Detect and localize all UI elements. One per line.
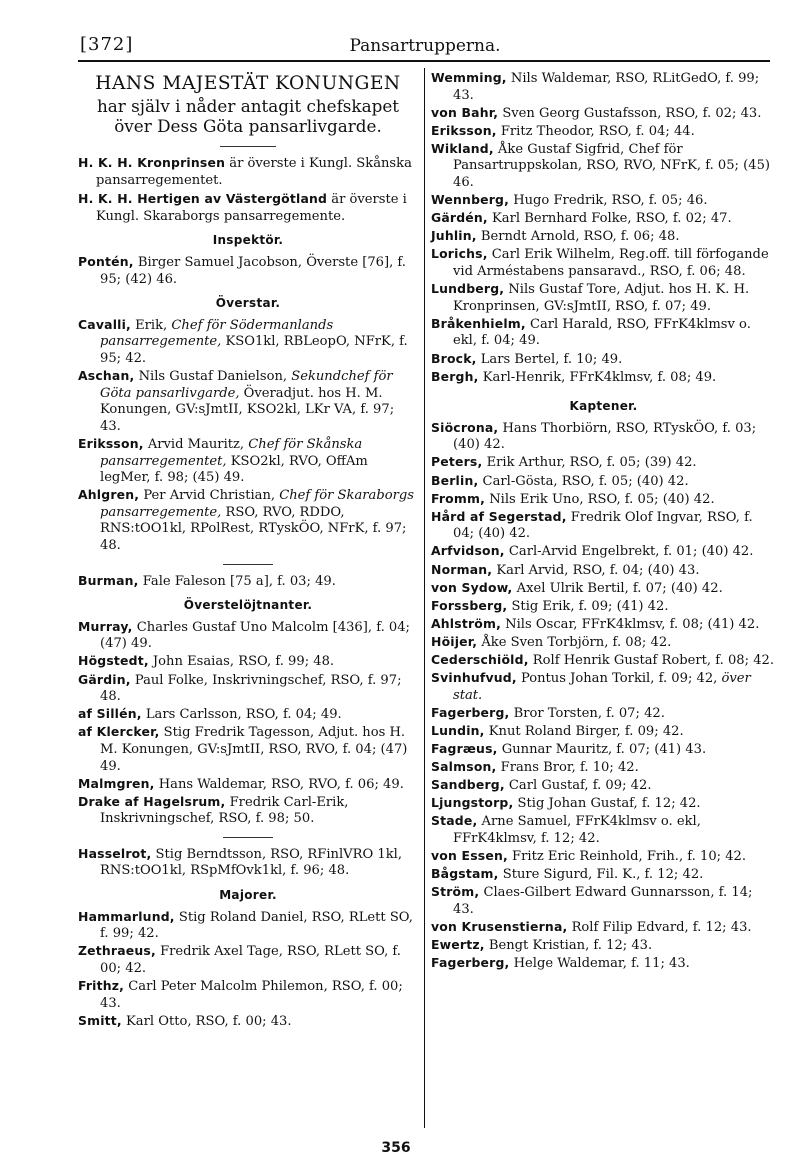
entry-name: Gärdin, [78,671,131,687]
entry-text: Karl Bernhard Folke, RSO, f. 02; 47. [487,211,732,227]
entry [431,598,776,616]
entry-text: Birger Samuel Jacobson, Överste [76], f. 95; (42) 46. [100,254,406,287]
section-heading-overstar: Överstar. [215,296,281,311]
page-footer-number: 356 [381,1140,411,1156]
entry [431,723,776,741]
entry [78,619,418,653]
entry-text: Bror Torsten, f. 07; 42. [509,705,665,721]
entry-text: Helge Waldemar, f. 11; 43. [509,956,690,972]
entry-text: Bengt Kristian, f. 12; 43. [484,938,653,953]
entry-name: Juhlin, [431,228,477,244]
entry-title-italic: Chef för Skaraborgs pansarregemente, [100,488,414,520]
divider [223,837,273,838]
entry [78,794,418,828]
entry-rest: Överadjut. hos H. M. Konungen, GV:sJmtII, KSO2kl, LKr VA, f. 97; 43. [100,385,395,434]
entry [431,813,776,847]
entry [431,420,776,454]
entry [431,670,776,704]
entry-text: Erik Arthur, RSO, f. 05; (39) 42. [482,455,697,471]
entry-name: Hasselrot, [78,845,152,861]
entry-text: Stig Erik, f. 09; (41) 42. [507,598,669,614]
entry-name: Wikland, [431,140,494,156]
entry [78,724,418,775]
entry [431,281,776,315]
entry-name: von Essen, [431,848,508,864]
entry-name: Bråkenhielm, [431,315,526,331]
entry-name: Hård af Segerstad, [431,508,567,524]
left-column [78,70,418,1030]
entry-text: Carl Harald, RSO, FFrK4klmsv o. ekl, f. 04; 49. [453,316,751,349]
divider [220,146,276,147]
entry-name: Fagerberg, [431,704,510,720]
entry [431,454,776,472]
entry-text: Erik, [130,317,172,333]
entry-name: af Sillén, [78,706,142,722]
entry-text: Stig Berndtsson, RSO, RFinlVRO 1kl, RNS:tOO1kl, RSpMfOvk1kl, f. 96; 48. [100,846,403,879]
entry-name: Fagerberg, [431,955,510,971]
entry [78,368,418,435]
entry [431,919,776,937]
entry [78,846,418,880]
entry-name: Bågstam, [431,866,499,882]
entry-name: Höijer, [431,633,478,649]
entry [431,246,776,280]
entry [431,705,776,723]
entry-text: Carl Gustaf, f. 09; 42. [504,778,652,794]
entry-name: Salmson, [431,759,497,775]
entry [431,884,776,918]
entry [431,316,776,350]
entry-text: Hugo Fredrik, RSO, f. 05; 46. [509,193,708,209]
entry-text: Karl-Henrik, FFrK4klmsv, f. 08; 49. [478,369,717,385]
entry-name: Siöcrona, [431,419,499,435]
entry-name: H. K. H. Hertigen av Västergötland [78,191,328,207]
entry [431,123,776,141]
entry [78,191,418,225]
entry-text: är överste i Kungl. Skånska pansarregementet. [96,156,412,188]
entry-name: Fagræus, [431,740,498,756]
entry-text: Nils Gustaf Tore, Adjut. hos H. K. H. Kronprinsen, GV:sJmtII, RSO, f. 07; 49. [453,282,750,314]
entry-text: Carl-Arvid Engelbrekt, f. 01; (40) 42. [504,544,754,560]
entry-text: Axel Ulrik Bertil, f. 07; (40) 42. [512,580,723,596]
page-number-bracketed: [372] [80,34,134,55]
entry-name: Frithz, [78,978,125,994]
entry-name: Wemming, [431,70,507,85]
entry-text: Per Arvid Christian, [139,488,280,504]
entry [78,653,418,671]
entry-text: Carl-Gösta, RSO, f. 05; (40) 42. [478,473,689,489]
entry-name: Wennberg, [431,192,510,208]
entry-name: Lundin, [431,722,485,738]
entry-text: Lars Bertel, f. 10; 49. [476,351,623,367]
entry-title-italic: Chef för Skånska pansarregementet, [100,436,363,469]
entry-text: Nils Gustaf Danielson, [134,369,292,385]
entry-name: Lorichs, [431,246,488,262]
entry-text: Stig Roland Daniel, RSO, RLett SO, f. 99; 42. [100,909,413,942]
entry [431,141,776,192]
entry-title-italic: över stat. [453,671,751,703]
entry-name: Burman, [78,572,139,588]
entry-title-italic: Sekundchef för Göta pansarlivgarde, [100,369,393,401]
entry-text: Hans Thorbiörn, RSO, RTyskÖO, f. 03; (40) 42. [453,420,757,453]
entry [431,866,776,884]
entry [431,741,776,759]
entry-name: Svinhufvud, [431,670,517,686]
entry-name: Eriksson, [78,435,144,451]
entry-name: Berlin, [431,472,479,488]
entry [431,473,776,491]
entry [78,573,418,591]
entry-text: Lars Carlsson, RSO, f. 04; 49. [141,707,342,723]
entry-name: Ahlgren, [78,487,140,503]
column-divider [424,68,425,1128]
entry-rest: KSO2kl, RVO, OffAm legMer, f. 98; (45) 49. [100,453,368,486]
overstar-list [78,317,418,555]
entry-name: von Krusenstierna, [431,918,568,934]
entry-name: H. K. H. Kronprinsen [78,155,226,170]
entry-text: Karl Otto, RSO, f. 00; 43. [121,1013,292,1029]
entry [431,616,776,634]
entry-text: Fale Faleson [75 a], f. 03; 49. [138,573,336,589]
page-title: Pansartrupperna. [349,36,501,56]
entry-name: Ström, [431,884,480,900]
entry-name: Forssberg, [431,597,508,613]
section-heading-overstelojtnanter: Överstelöjtnanter. [183,598,313,613]
entry [431,652,776,670]
entry [431,937,776,955]
entry-text: Fritz Eric Reinhold, Frih., f. 10; 42. [507,849,747,865]
intro-line: har själv i nåder antagit chefskapet [96,96,399,116]
entry-name: Ewertz, [431,937,485,952]
entry [431,369,776,387]
intro-heading: HANS MAJESTÄT KONUNGEN [95,73,401,94]
entry-name: Malmgren, [78,775,155,791]
entry [78,978,418,1012]
entry-name: Eriksson, [431,122,497,138]
inspektor-list [78,254,418,288]
intro-line: över Dess Göta pansarlivgarde. [114,116,382,136]
divider [223,564,273,565]
entry-text: Sven Georg Gustafsson, RSO, f. 02; 43. [498,105,762,121]
entry-title-italic: Chef för Södermanlands pansarregemente, [100,317,334,350]
entry-text: Rolf Filip Edvard, f. 12; 43. [567,919,752,935]
entry-text: Hans Waldemar, RSO, RVO, f. 06; 49. [154,776,404,792]
entry [431,192,776,210]
page-header [78,30,772,58]
entry-name: Murray, [78,618,133,634]
entry-text: Stig Johan Gustaf, f. 12; 42. [513,796,701,812]
entry-name: Peters, [431,454,483,470]
entry-rest: RSO, RVO, RDDO, RNS:tOO1kl, RPolRest, RTyskÖO, NFrK, f. 97; 48. [100,504,407,553]
entry [78,672,418,706]
entry-text: Åke Gustaf Sigfrid, Chef för Pansartruppskolan, RSO, RVO, NFrK, f. 05; (45) 46. [453,141,771,191]
entry [431,105,776,123]
kaptener-list [431,420,776,973]
entry-text: Fredrik Carl-Erik, Inskrivningschef, RSO, f. 98; 50. [100,794,349,827]
entry-text: Åke Sven Torbjörn, f. 08; 42. [477,634,672,650]
entry [431,759,776,777]
entry-text: Fredrik Olof Ingvar, RSO, f. 04; (40) 42. [453,509,753,542]
entry [431,509,776,543]
entry-name: Pontén, [78,253,134,269]
entry-text: Fredrik Axel Tage, RSO, RLett SO, f. 00; 42. [100,944,401,976]
entry-text: Arne Samuel, FFrK4klmsv o. ekl, FFrK4klmsv, f. 12; 42. [453,814,701,846]
entry [78,776,418,794]
overstelojtnanter-list [78,619,418,828]
entry-name: Aschan, [78,368,135,384]
entry-name: Zethraeus, [78,943,156,959]
entry-rest: KSO1kl, RBLeopO, NFrK, f. 95; 42. [100,334,408,366]
entry-text: Gunnar Mauritz, f. 07; (41) 43. [497,741,707,757]
header-rule [78,60,770,62]
entry-text: Nils Waldemar, RSO, RLitGedO, f. 99; 43. [453,71,760,103]
entry [78,155,418,189]
entry [431,777,776,795]
entry-text: Paul Folke, Inskrivningschef, RSO, f. 97; 48. [100,672,402,705]
entry-text: Sture Sigurd, Fil. K., f. 12; 42. [498,867,704,883]
entry [78,254,418,288]
entry [78,487,418,554]
section-heading-majorer: Majorer. [219,888,277,903]
entry-text: Pontus Johan Torkil, f. 09; 42, [516,671,722,687]
entry-name: Gärdén, [431,210,488,226]
entry [431,210,776,228]
entry [431,634,776,652]
majorer-list [78,909,418,1031]
entry-name: Lundberg, [431,281,505,297]
section-heading-kaptener: Kaptener. [569,399,638,414]
entry [431,955,776,973]
entry [78,909,418,943]
overstelojtnanter-extra-list [78,846,418,880]
entry-name: Smitt, [78,1012,122,1028]
entry [431,580,776,598]
entry-name: Fromm, [431,490,486,506]
entry-text: Claes-Gilbert Edward Gunnarsson, f. 14; 43. [453,885,753,917]
entry-text: Nils Erik Uno, RSO, f. 05; (40) 42. [485,491,715,507]
entry [431,491,776,509]
entry-text: Karl Arvid, RSO, f. 04; (40) 43. [492,562,700,578]
entry-name: Högstedt, [78,653,149,669]
section-heading-inspektor: Inspektör. [212,233,284,248]
entry-text: Berndt Arnold, RSO, f. 06; 48. [476,229,680,245]
entry-text: Knut Roland Birger, f. 09; 42. [484,723,684,739]
majorer-cont-list [431,70,776,386]
overstar-extra-list [78,573,418,591]
entry-text: Fritz Theodor, RSO, f. 04; 44. [496,123,695,139]
entry-name: Stade, [431,813,478,829]
entry-name: Drake af Hagelsrum, [78,793,226,809]
entry-name: af Klercker, [78,724,160,740]
royal-list [78,155,418,225]
entry-name: Bergh, [431,368,479,384]
entry [78,1013,418,1031]
entry-name: von Bahr, [431,104,499,120]
entry-text: Stig Fredrik Tagesson, Adjut. hos H. M. Konungen, GV:sJmtII, RSO, RVO, f. 04; (47) 49. [100,725,408,774]
entry-text: Arvid Mauritz, [143,436,249,452]
entry [78,317,418,368]
entry-text: Rolf Henrik Gustaf Robert, f. 08; 42. [528,653,775,668]
entry [78,706,418,724]
entry-text: är överste i Kungl. Skaraborgs pansarregemente. [96,192,407,224]
entry-name: Norman, [431,561,493,577]
entry [431,848,776,866]
entry-name: Ljungstorp, [431,795,514,811]
entry-text: Nils Oscar, FFrK4klmsv, f. 08; (41) 42. [501,616,760,632]
entry-text: John Esaias, RSO, f. 99; 48. [148,654,335,670]
entry [431,562,776,580]
entry-text: Carl Erik Wilhelm, Reg.off. till förfogande vid Arméstabens pansaravd., RSO, f. 06; 48. [453,247,769,280]
entry [431,795,776,813]
entry [431,351,776,369]
entry-name: Cederschiöld, [431,652,529,667]
entry [431,228,776,246]
entry-name: Brock, [431,350,477,366]
entry [431,70,776,104]
entry-text: Frans Bror, f. 10; 42. [496,760,639,776]
entry-name: Ahlström, [431,615,501,631]
entry-text: Charles Gustaf Uno Malcolm [436], f. 04; (47) 49. [100,619,410,652]
right-column [431,70,776,973]
entry-name: Hammarlund, [78,908,175,924]
entry-name: von Sydow, [431,579,513,595]
entry-name: Cavalli, [78,316,131,332]
entry [78,436,418,487]
entry [78,943,418,977]
entry [431,543,776,561]
entry-name: Sandberg, [431,777,505,793]
entry-text: Carl Peter Malcolm Philemon, RSO, f. 00; 43. [100,979,403,1011]
entry-name: Arfvidson, [431,543,505,559]
